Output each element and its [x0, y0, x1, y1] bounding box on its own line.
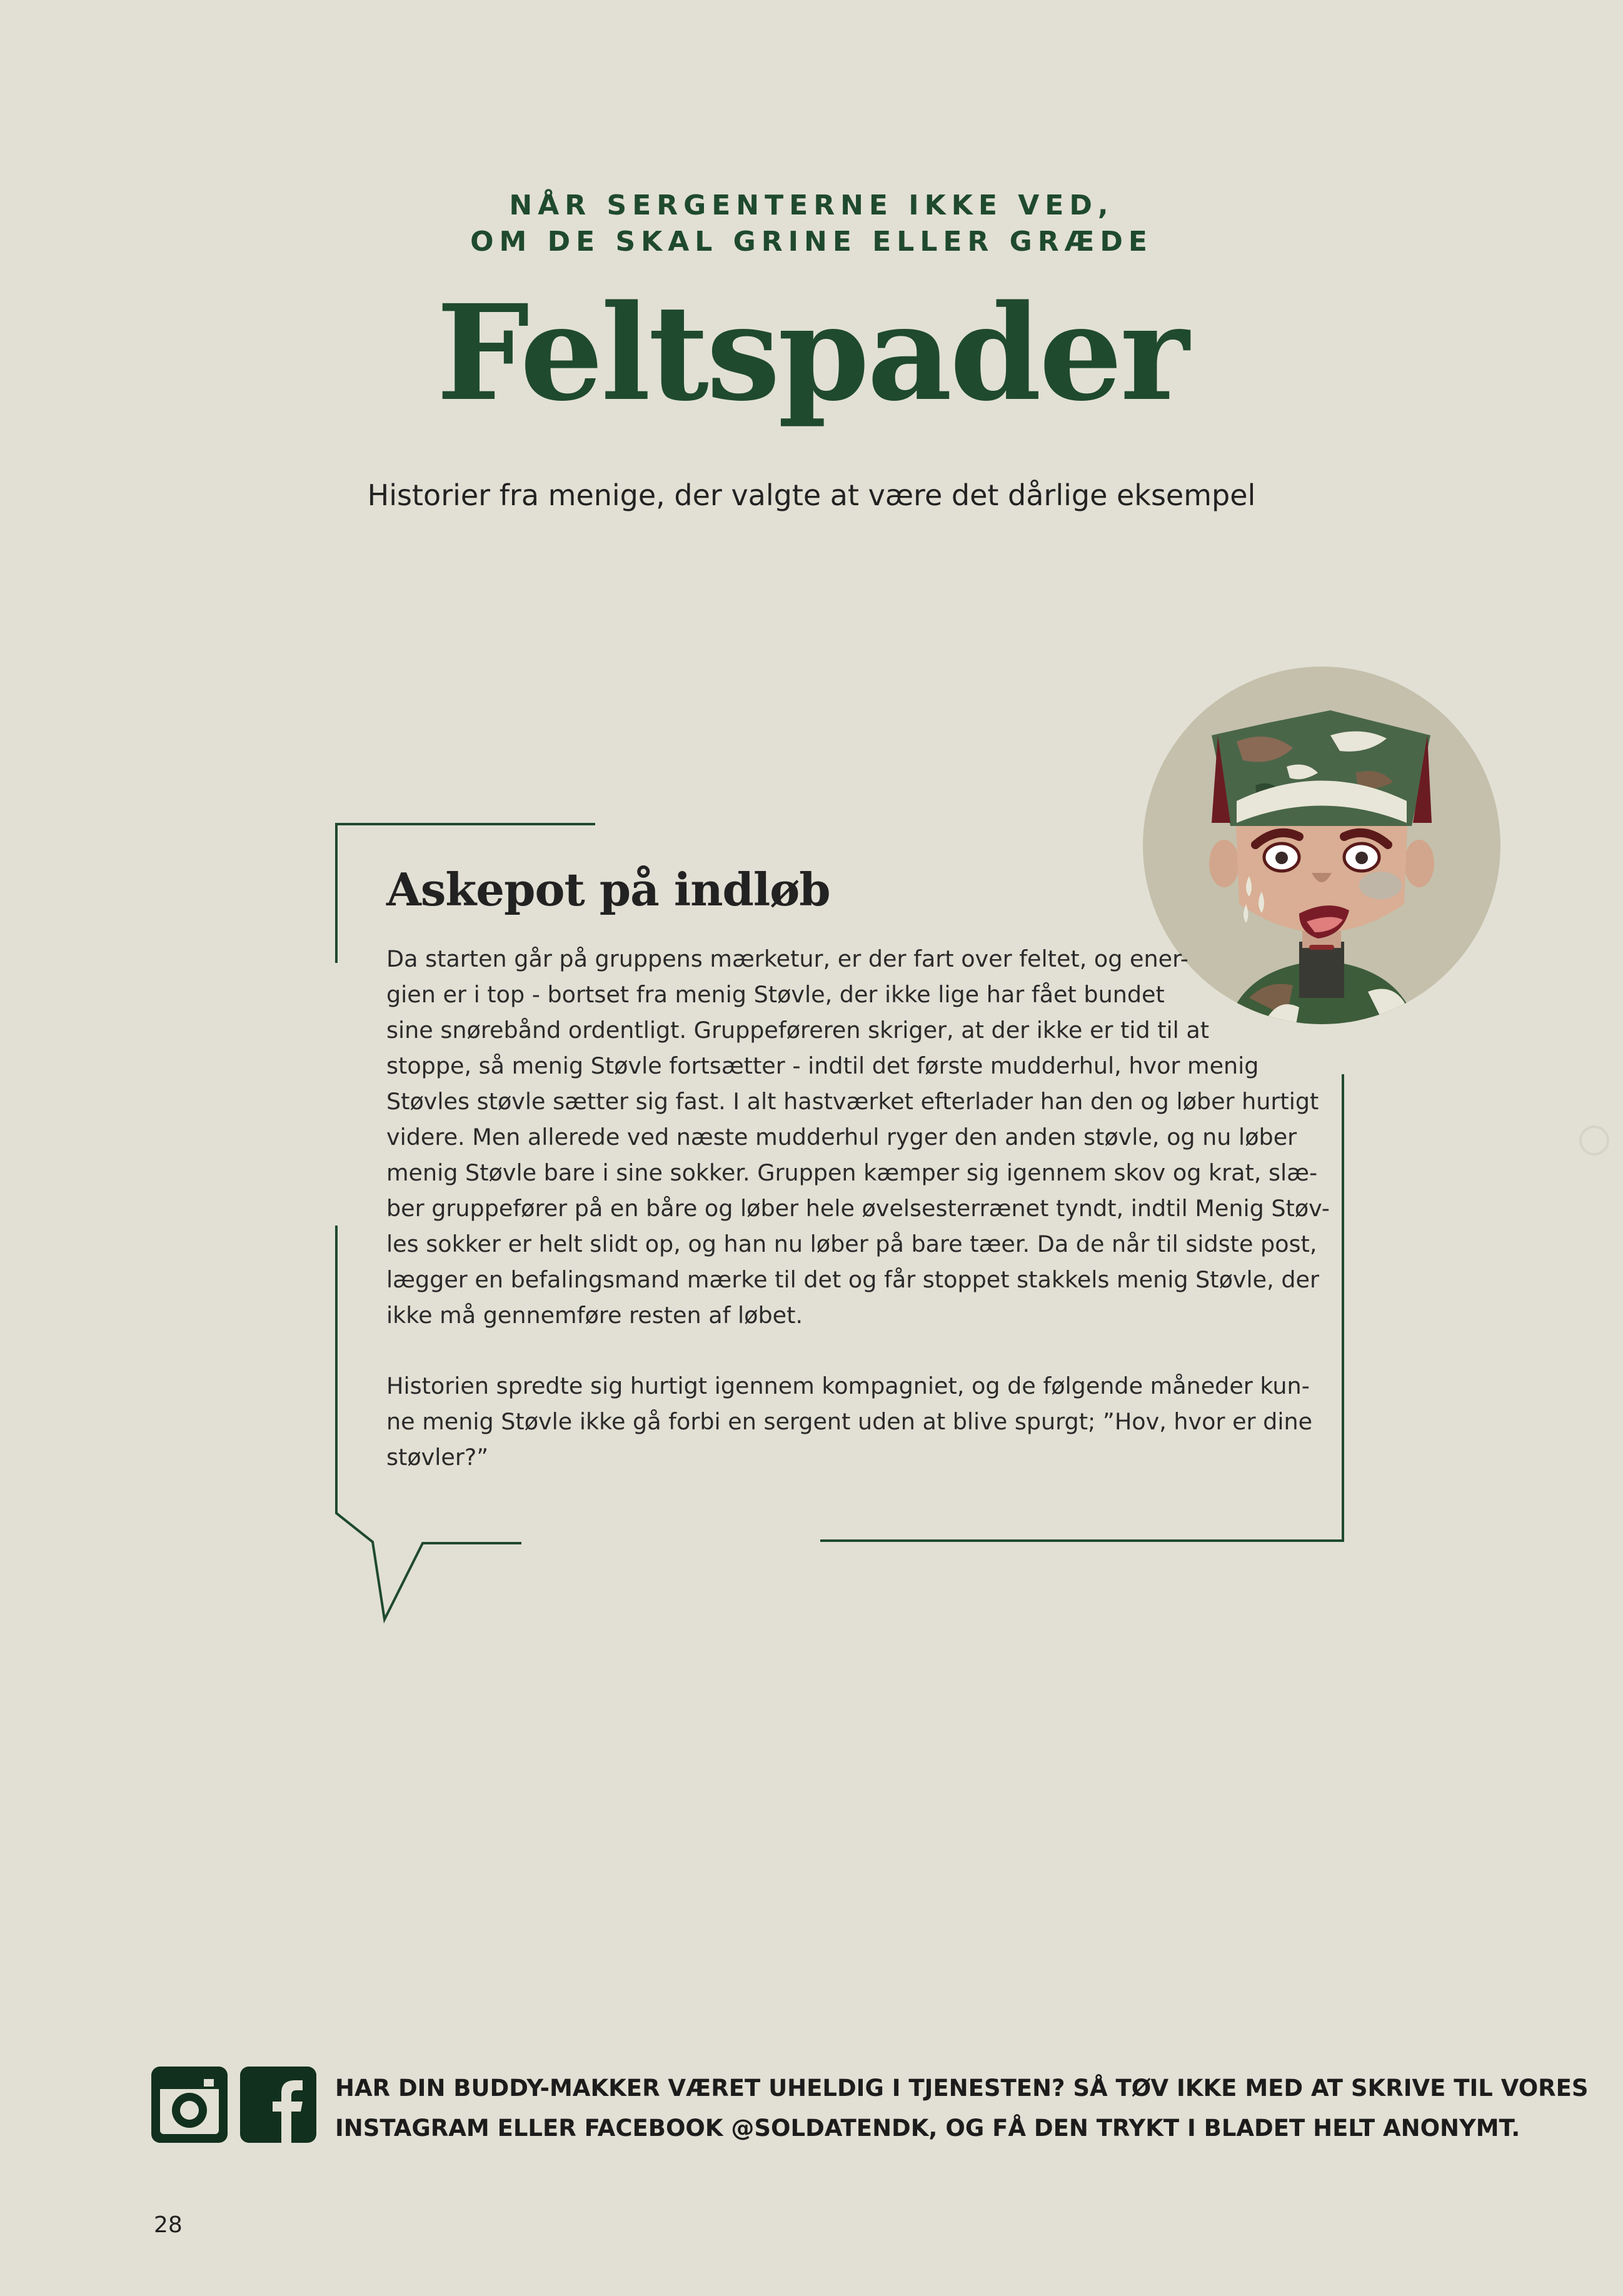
kicker-line-2: OM DE SKAL GRINE ELLER GRÆDE: [470, 226, 1153, 258]
footer-call-to-action: [335, 2068, 1589, 2148]
story-line: videre. Men allerede ved næste mudderhul ryger den anden støvle, og nu løber: [386, 1124, 1297, 1151]
story-paragraph-2: [386, 1368, 1313, 1475]
edge-circle-mark: [1577, 1123, 1612, 1158]
story-line: Historien spredte sig hurtigt igennem kompagniet, og de følgende måneder kun-: [386, 1372, 1310, 1399]
page-number: 28: [154, 2212, 183, 2238]
story-line: sine snørebånd ordentligt. Gruppeføreren skriger, at der ikke er tid til at: [386, 1017, 1210, 1044]
story-line: lægger en befalingsmand mærke til det og får stoppet stakkels menig Støvle, der: [386, 1266, 1319, 1293]
cta-line-1: HAR DIN BUDDY-MAKKER VÆRET UHELDIG I TJENESTEN? SÅ TØV IKKE MED AT SKRIVE TIL VORES: [335, 2075, 1589, 2102]
story-line: les sokker er helt slidt op, og han nu løber på bare tæer. Da de når til sidste post,: [386, 1231, 1317, 1257]
facebook-icon[interactable]: [240, 2067, 316, 2143]
story-line: Støvles støvle sætter sig fast. I alt hastværket efterlader han den og løber hurtigt: [386, 1088, 1319, 1115]
story-line: støvler?”: [386, 1444, 489, 1471]
story-line: ne menig Støvle ikke gå forbi en sergent uden at blive spurgt; ”Hov, hvor er dine: [386, 1408, 1313, 1435]
story-line: ikke må gennemføre resten af løbet.: [386, 1302, 803, 1329]
page-title: Feltspader: [436, 276, 1187, 430]
cta-line-2: INSTAGRAM ELLER FACEBOOK @SOLDATENDK, OG FÅ DEN TRYKT I BLADET HELT ANONYMT.: [335, 2115, 1520, 2142]
story-paragraph-1: [386, 941, 1330, 1333]
story-line: gien er i top - bortset fra menig Støvle, der ikke lige har fået bundet: [386, 981, 1165, 1008]
kicker-line-1: NÅR SERGENTERNE IKKE VED,: [509, 189, 1114, 221]
page-subtitle: Historier fra menige, der valgte at være det dårlige eksempel: [367, 478, 1256, 512]
story-line: ber gruppefører på en båre og løber hele øvelsesterrænet tyndt, indtil Menig Støv-: [386, 1195, 1330, 1222]
story-line: Da starten går på gruppens mærketur, er der fart over feltet, og ener-: [386, 945, 1188, 972]
story-line: stoppe, så menig Støvle fortsætter - indtil det første mudderhul, hvor menig: [386, 1052, 1259, 1079]
story-heading: Askepot på indløb: [386, 863, 830, 916]
story-line: menig Støvle bare i sine sokker. Gruppen kæmper sig igennem skov og krat, slæ-: [386, 1159, 1318, 1186]
story-body: [386, 941, 1330, 1510]
instagram-icon[interactable]: [151, 2067, 228, 2143]
